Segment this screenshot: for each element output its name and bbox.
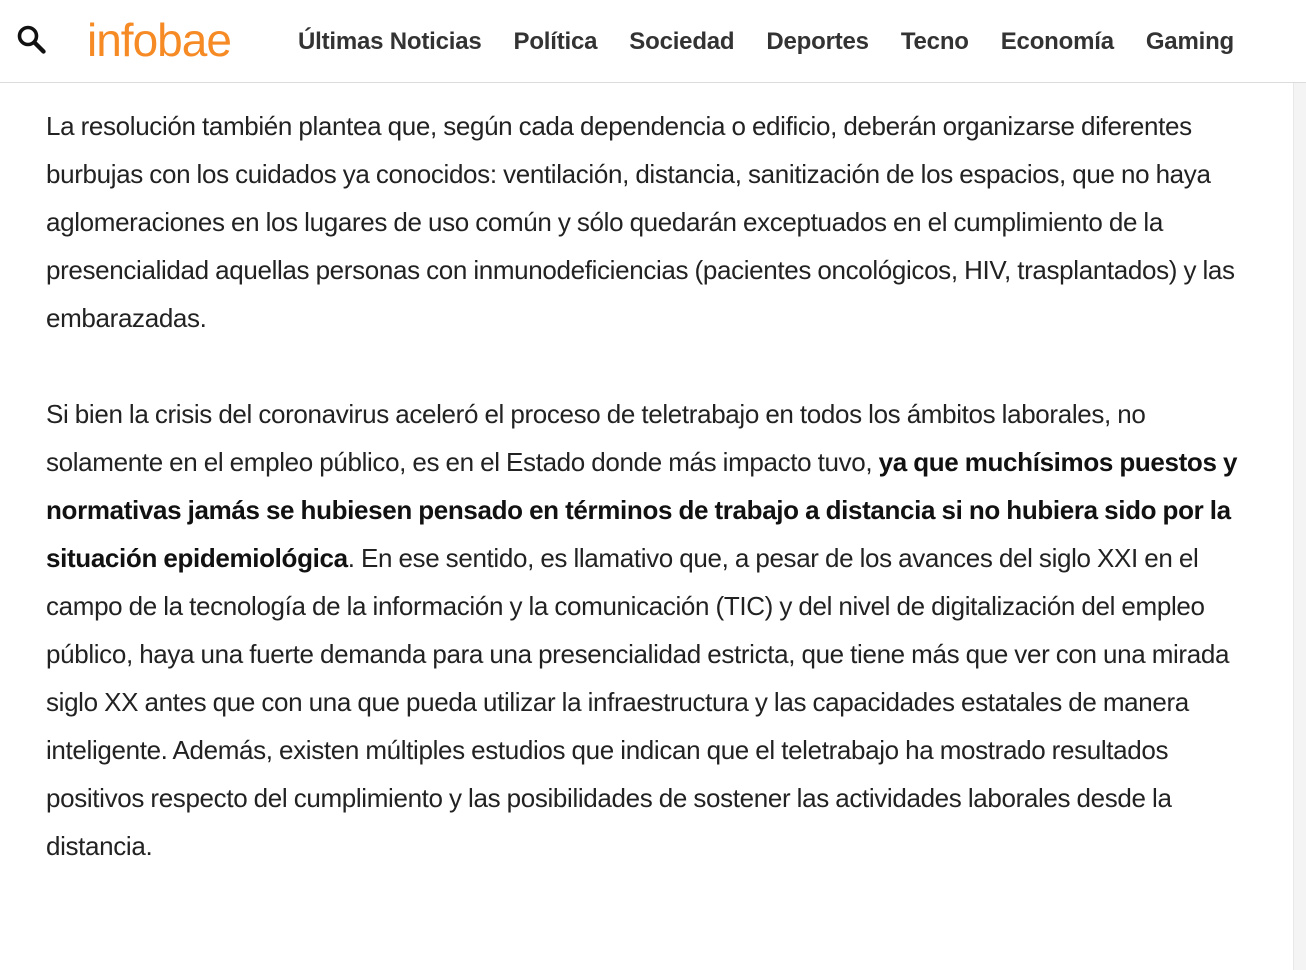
search-button[interactable] xyxy=(14,22,50,58)
site-header xyxy=(0,0,1306,83)
scrollbar[interactable] xyxy=(1293,83,1306,970)
paragraph-text: Si bien la crisis del coronavirus aceleró el proceso de teletrabajo en todos los ámbitos laborales, no solamente en el empleo público, es en el Estado donde más impacto tuvo, xyxy=(46,399,1146,477)
search-icon xyxy=(14,22,50,58)
main-nav xyxy=(298,0,1266,83)
nav-item-gaming[interactable]: Gaming xyxy=(1145,27,1234,55)
article-body xyxy=(46,102,1261,918)
nav-item-tecno[interactable]: Tecno xyxy=(900,27,969,55)
site-logo[interactable]: infobae xyxy=(87,14,231,66)
article-paragraph: La resolución también plantea que, según cada dependencia o edificio, deberán organizarse diferentes burbujas con los cuidados ya conocidos: ventilación, distancia, sanitización de los espacios, que no haya aglomeraciones en los lugares de uso común y sólo quedarán exceptuados en el cumplimiento de la presencialidad aquellas personas con inmunodeficiencias (pacientes oncológicos, HIV, trasplantados) y las embarazadas. xyxy=(46,111,1235,333)
nav-item-politica[interactable]: Política xyxy=(513,27,598,55)
nav-item-sociedad[interactable]: Sociedad xyxy=(629,27,735,55)
bold-highlight: ya que muchísimos puestos y normativas jamás se hubiesen pensado en términos de trabajo a distancia si no hubiera sido por la situación epidemiológica xyxy=(46,447,1238,573)
nav-item-ultimas-noticias[interactable]: Últimas Noticias xyxy=(298,27,482,55)
nav-item-deportes[interactable]: Deportes xyxy=(766,27,869,55)
article-paragraph xyxy=(46,390,1261,870)
nav-item-economia[interactable]: Economía xyxy=(1000,27,1114,55)
paragraph-text: . En ese sentido, es llamativo que, a pesar de los avances del siglo XXI en el campo de la tecnología de la información y la comunicación (TIC) y del nivel de digitalización del empleo público, haya una fuerte demanda para una presencialidad estricta, que tiene más que ver con una mirada siglo XX antes que con una que pueda utilizar la infraestructura y las capacidades estatales de manera inteligente. Además, existen múltiples estudios que indican que el teletrabajo ha mostrado resultados positivos respecto del cumplimiento y las posibilidades de sostener las actividades laborales desde la distancia. xyxy=(46,543,1230,861)
